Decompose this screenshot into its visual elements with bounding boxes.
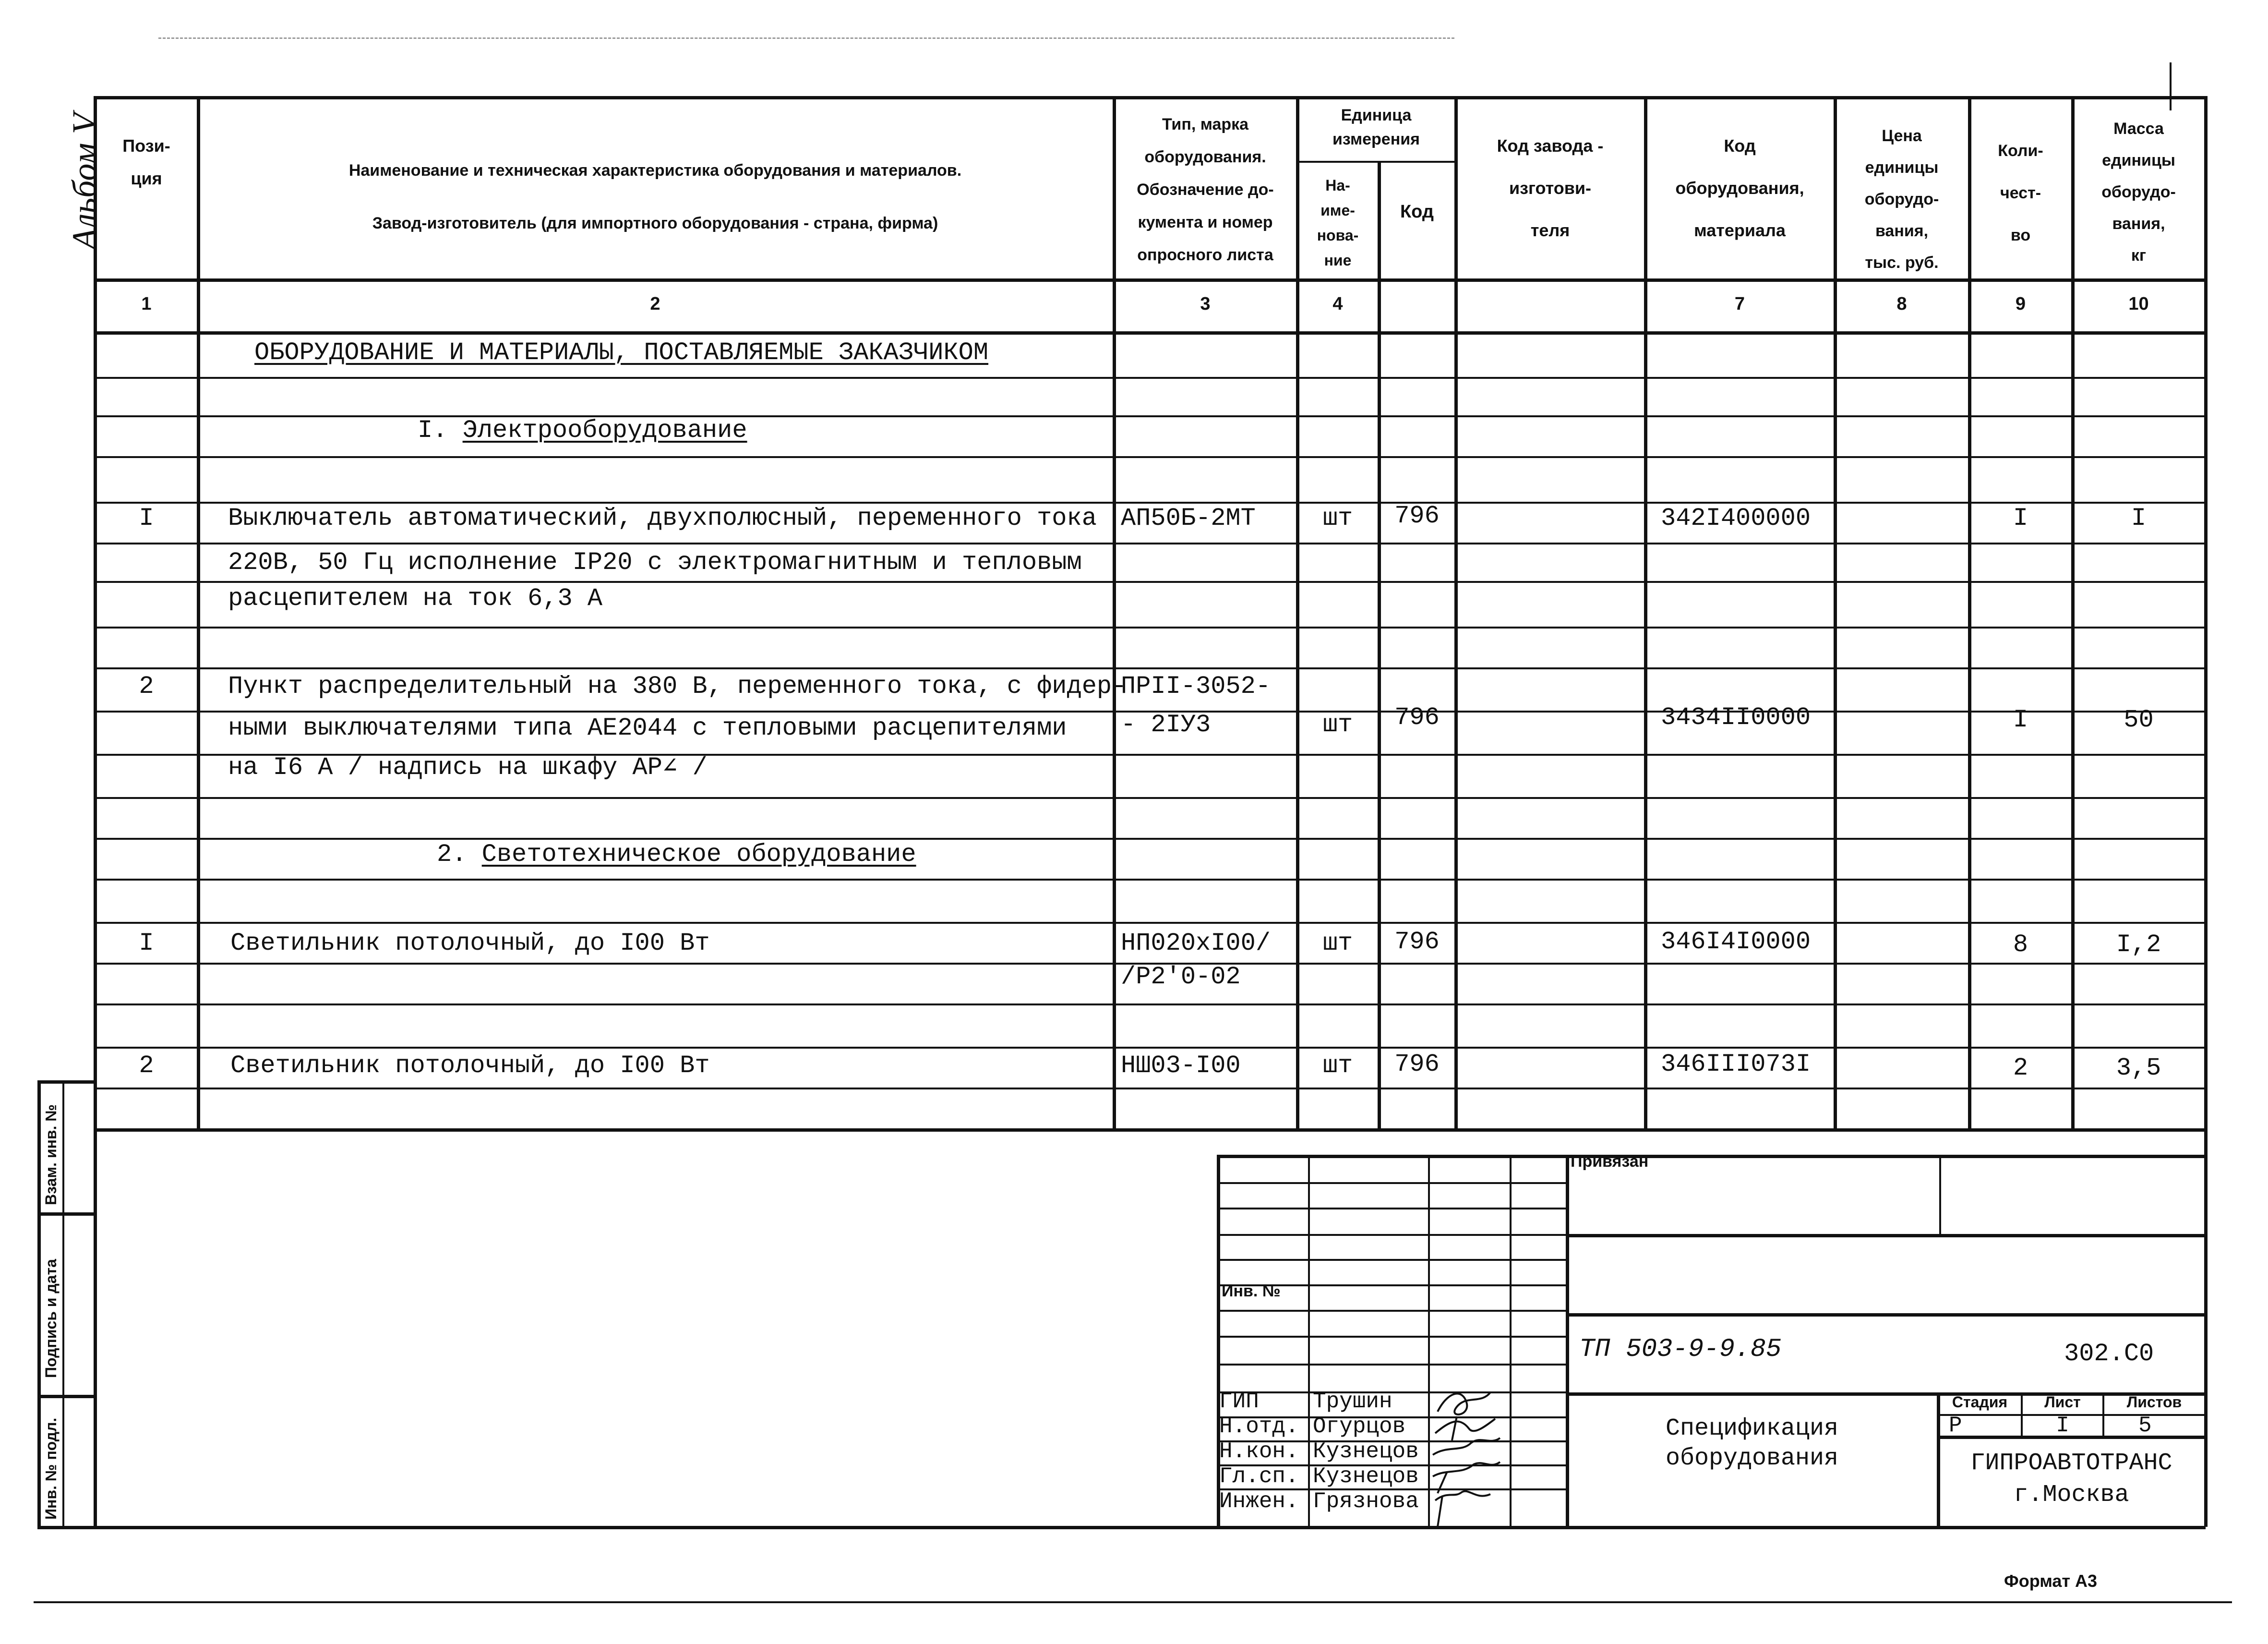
item-description-line: 220В, 50 Гц исполнение IP20 с электромагнитным и тепловым xyxy=(228,548,1082,577)
item-type: /Р2'0-02 xyxy=(1121,963,1241,991)
stage-label: Стадия xyxy=(1952,1393,2008,1411)
row-line xyxy=(94,543,2206,544)
album-note: Альбом V xyxy=(65,113,104,250)
stamp-strip-line xyxy=(37,1080,94,1084)
item-equipment-code: 346III073I xyxy=(1661,1050,1811,1078)
row-line xyxy=(94,922,2206,924)
sheet-value: I xyxy=(2056,1413,2069,1438)
item-unit: шт xyxy=(1322,929,1353,957)
row-line xyxy=(94,627,2206,629)
colnum: 9 xyxy=(2015,294,2026,314)
item-quantity: I xyxy=(2013,706,2028,734)
sheet-label: Лист xyxy=(2044,1393,2081,1411)
item-unit-code: 796 xyxy=(1394,928,1440,956)
unit-group-line xyxy=(1296,161,1454,163)
bottom-line xyxy=(34,1601,2232,1603)
tb-row xyxy=(1217,1182,1566,1184)
col-line xyxy=(197,96,200,1128)
item-type: - 2IУ3 xyxy=(1121,711,1211,739)
row-line xyxy=(94,838,2206,840)
row-line xyxy=(94,377,2206,379)
row-line xyxy=(94,456,2206,458)
top-scan-mark xyxy=(158,37,1454,39)
signature xyxy=(1435,1491,1490,1527)
item-mass: I,2 xyxy=(2116,931,2161,959)
signature xyxy=(1435,1416,1495,1440)
sheet-code: 302.С0 xyxy=(2064,1340,2154,1368)
item-description-line: на I6 А / надпись на шкафу AP∠ / xyxy=(228,753,708,782)
section-title: ОБОРУДОВАНИЕ И МАТЕРИАЛЫ, ПОСТАВЛЯЕМЫЕ ЗАКАЗЧИКОМ xyxy=(254,338,989,367)
stamp-replaced-inv: Взам. инв. № xyxy=(42,1104,60,1205)
item-unit: шт xyxy=(1322,504,1353,532)
subsection-1: I. Электрооборудование xyxy=(418,416,747,445)
frame-top xyxy=(94,96,2206,99)
item-unit: шт xyxy=(1322,1052,1353,1080)
item-description-line: Светильник потолочный, до I00 Вт xyxy=(230,929,710,957)
stamp-strip-line xyxy=(37,1526,94,1529)
stage-value: Р xyxy=(1949,1413,1962,1438)
signature xyxy=(1438,1392,1490,1414)
tb-line xyxy=(1566,1155,1569,1527)
stamp-sign-date: Подпись и дата xyxy=(42,1259,60,1378)
tb-row xyxy=(1566,1234,2206,1237)
colnum: 2 xyxy=(650,294,660,314)
item-description-line: Пункт распределительный на 380 В, переменного тока, с фидер- xyxy=(228,672,1127,701)
row-line xyxy=(94,1047,2206,1049)
subsection-2: 2. Светотехническое оборудование xyxy=(437,840,916,869)
item-mass: 3,5 xyxy=(2116,1054,2161,1082)
hdr-equipment-code: Код оборудования, материала xyxy=(1675,136,1804,240)
item-description-line: Выключатель автоматический, двухполюсный, переменного тока xyxy=(228,504,1097,532)
tb-row xyxy=(1566,1313,2206,1317)
item-type: НШ03-I00 xyxy=(1121,1052,1241,1080)
hdr-price: Цена единицы оборудо- вания, тыс. руб. xyxy=(1864,127,1939,272)
item-equipment-code: 3434II0000 xyxy=(1661,703,1811,732)
stamp-strip-line xyxy=(37,1395,94,1398)
col-line xyxy=(1378,161,1381,1128)
header-bottom xyxy=(94,278,2206,282)
item-quantity: 2 xyxy=(2013,1054,2028,1082)
hdr-quantity: Коли- чест- во xyxy=(1998,142,2043,244)
tb-row xyxy=(1217,1259,1566,1261)
numbers-bottom xyxy=(94,331,2206,335)
signatures xyxy=(1428,1383,1510,1536)
tb-row xyxy=(1217,1336,1566,1338)
row-line xyxy=(94,1088,2206,1089)
stamp-strip-line xyxy=(37,1212,94,1216)
item-unit-code: 796 xyxy=(1394,502,1440,530)
colnum: 4 xyxy=(1332,294,1343,314)
item-position: 2 xyxy=(139,1052,154,1080)
stamp-orig-inv: Инв. № подл. xyxy=(42,1417,60,1520)
hdr-unit-name: На- име- нова- ние xyxy=(1317,177,1359,269)
tb-line xyxy=(1510,1155,1512,1527)
hdr-unit-group: Единица измерения xyxy=(1332,106,1420,148)
item-mass: 50 xyxy=(2124,706,2154,734)
names-column: Трушин Огурцов Кузнецов Кузнецов Грязнова xyxy=(1313,1389,1419,1514)
sheets-value: 5 xyxy=(2138,1413,2152,1438)
item-description-line: Светильник потолочный, до I00 Вт xyxy=(230,1052,710,1080)
stamp-strip-divider xyxy=(62,1080,64,1527)
row-line xyxy=(94,667,2206,669)
table-bottom xyxy=(94,1128,2206,1132)
colnum: 1 xyxy=(141,294,152,314)
colnum: 8 xyxy=(1896,294,1907,314)
titleblock-top xyxy=(1217,1155,2206,1158)
hdr-maker-code: Код завода - изготови- теля xyxy=(1497,136,1604,240)
top-right-mark xyxy=(2170,62,2172,110)
sheets-label: Листов xyxy=(2126,1393,2182,1411)
item-equipment-code: 342I400000 xyxy=(1661,504,1811,532)
item-type: АП50Б-2МТ xyxy=(1121,504,1256,532)
signature xyxy=(1433,1462,1500,1493)
format-label: Формат А3 xyxy=(2004,1571,2098,1591)
row-line xyxy=(94,581,2206,583)
item-unit-code: 796 xyxy=(1394,703,1440,732)
signature xyxy=(1433,1438,1500,1455)
item-quantity: I xyxy=(2013,504,2028,532)
row-line xyxy=(94,797,2206,799)
tb-row xyxy=(1217,1364,1566,1366)
stamp-strip-left xyxy=(37,1080,41,1527)
inv-no-label: Инв. № xyxy=(1222,1282,1281,1300)
titleblock-bottom xyxy=(94,1526,2206,1529)
tb-row xyxy=(1217,1310,1566,1312)
hdr-position: Пози- ция xyxy=(122,136,170,188)
tb-line xyxy=(1939,1155,1941,1234)
tb-row xyxy=(1217,1234,1566,1236)
hdr-mass: Масса единицы оборудо- вания, кг xyxy=(2101,120,2176,265)
item-position: 2 xyxy=(139,672,154,701)
organization: ГИПРОАВТОТРАНС г.Москва xyxy=(1970,1450,2172,1509)
hdr-unit-code: Код xyxy=(1400,202,1434,222)
item-unit: шт xyxy=(1322,711,1353,739)
tb-line xyxy=(1308,1155,1310,1527)
item-unit-code: 796 xyxy=(1394,1050,1440,1078)
item-mass: I xyxy=(2131,504,2147,532)
row-line xyxy=(94,415,2206,417)
tb-row xyxy=(1217,1208,1566,1209)
item-type: ПРII-3052- xyxy=(1121,672,1271,701)
privyazan-label: Привязан xyxy=(1571,1152,1649,1171)
item-type: НП020хI00/ xyxy=(1121,929,1271,957)
item-equipment-code: 346I4I0000 xyxy=(1661,928,1811,956)
item-position: I xyxy=(139,504,154,532)
item-description-line: расцепителем на ток 6,3 А xyxy=(228,584,603,613)
colnum: 10 xyxy=(2128,294,2149,314)
doc-code: ТП 503-9-9.85 xyxy=(1579,1335,1782,1364)
hdr-name: Наименование и техническая характеристика оборудования и материалов. Завод-изготовитель (для импортного оборудования - страна, фирма) xyxy=(348,161,962,232)
hdr-type: Тип, марка оборудования. Обозначение до- кумента и номер опросного листа xyxy=(1137,115,1274,264)
frame-right xyxy=(2204,96,2208,1527)
row-line xyxy=(94,879,2206,881)
roles-column: ГИП Н.отд. Н.кон. Гл.сп. Инжен. xyxy=(1219,1389,1299,1514)
colnum: 3 xyxy=(1200,294,1211,314)
row-line xyxy=(94,1003,2206,1005)
item-position: I xyxy=(139,929,154,957)
doc-title: Спецификация оборудования xyxy=(1665,1415,1839,1472)
item-description-line: ными выключателями типа АЕ2044 с тепловыми расцепителями xyxy=(228,714,1067,742)
item-quantity: 8 xyxy=(2013,931,2028,959)
row-line xyxy=(94,502,2206,504)
colnum: 7 xyxy=(1734,294,1745,314)
